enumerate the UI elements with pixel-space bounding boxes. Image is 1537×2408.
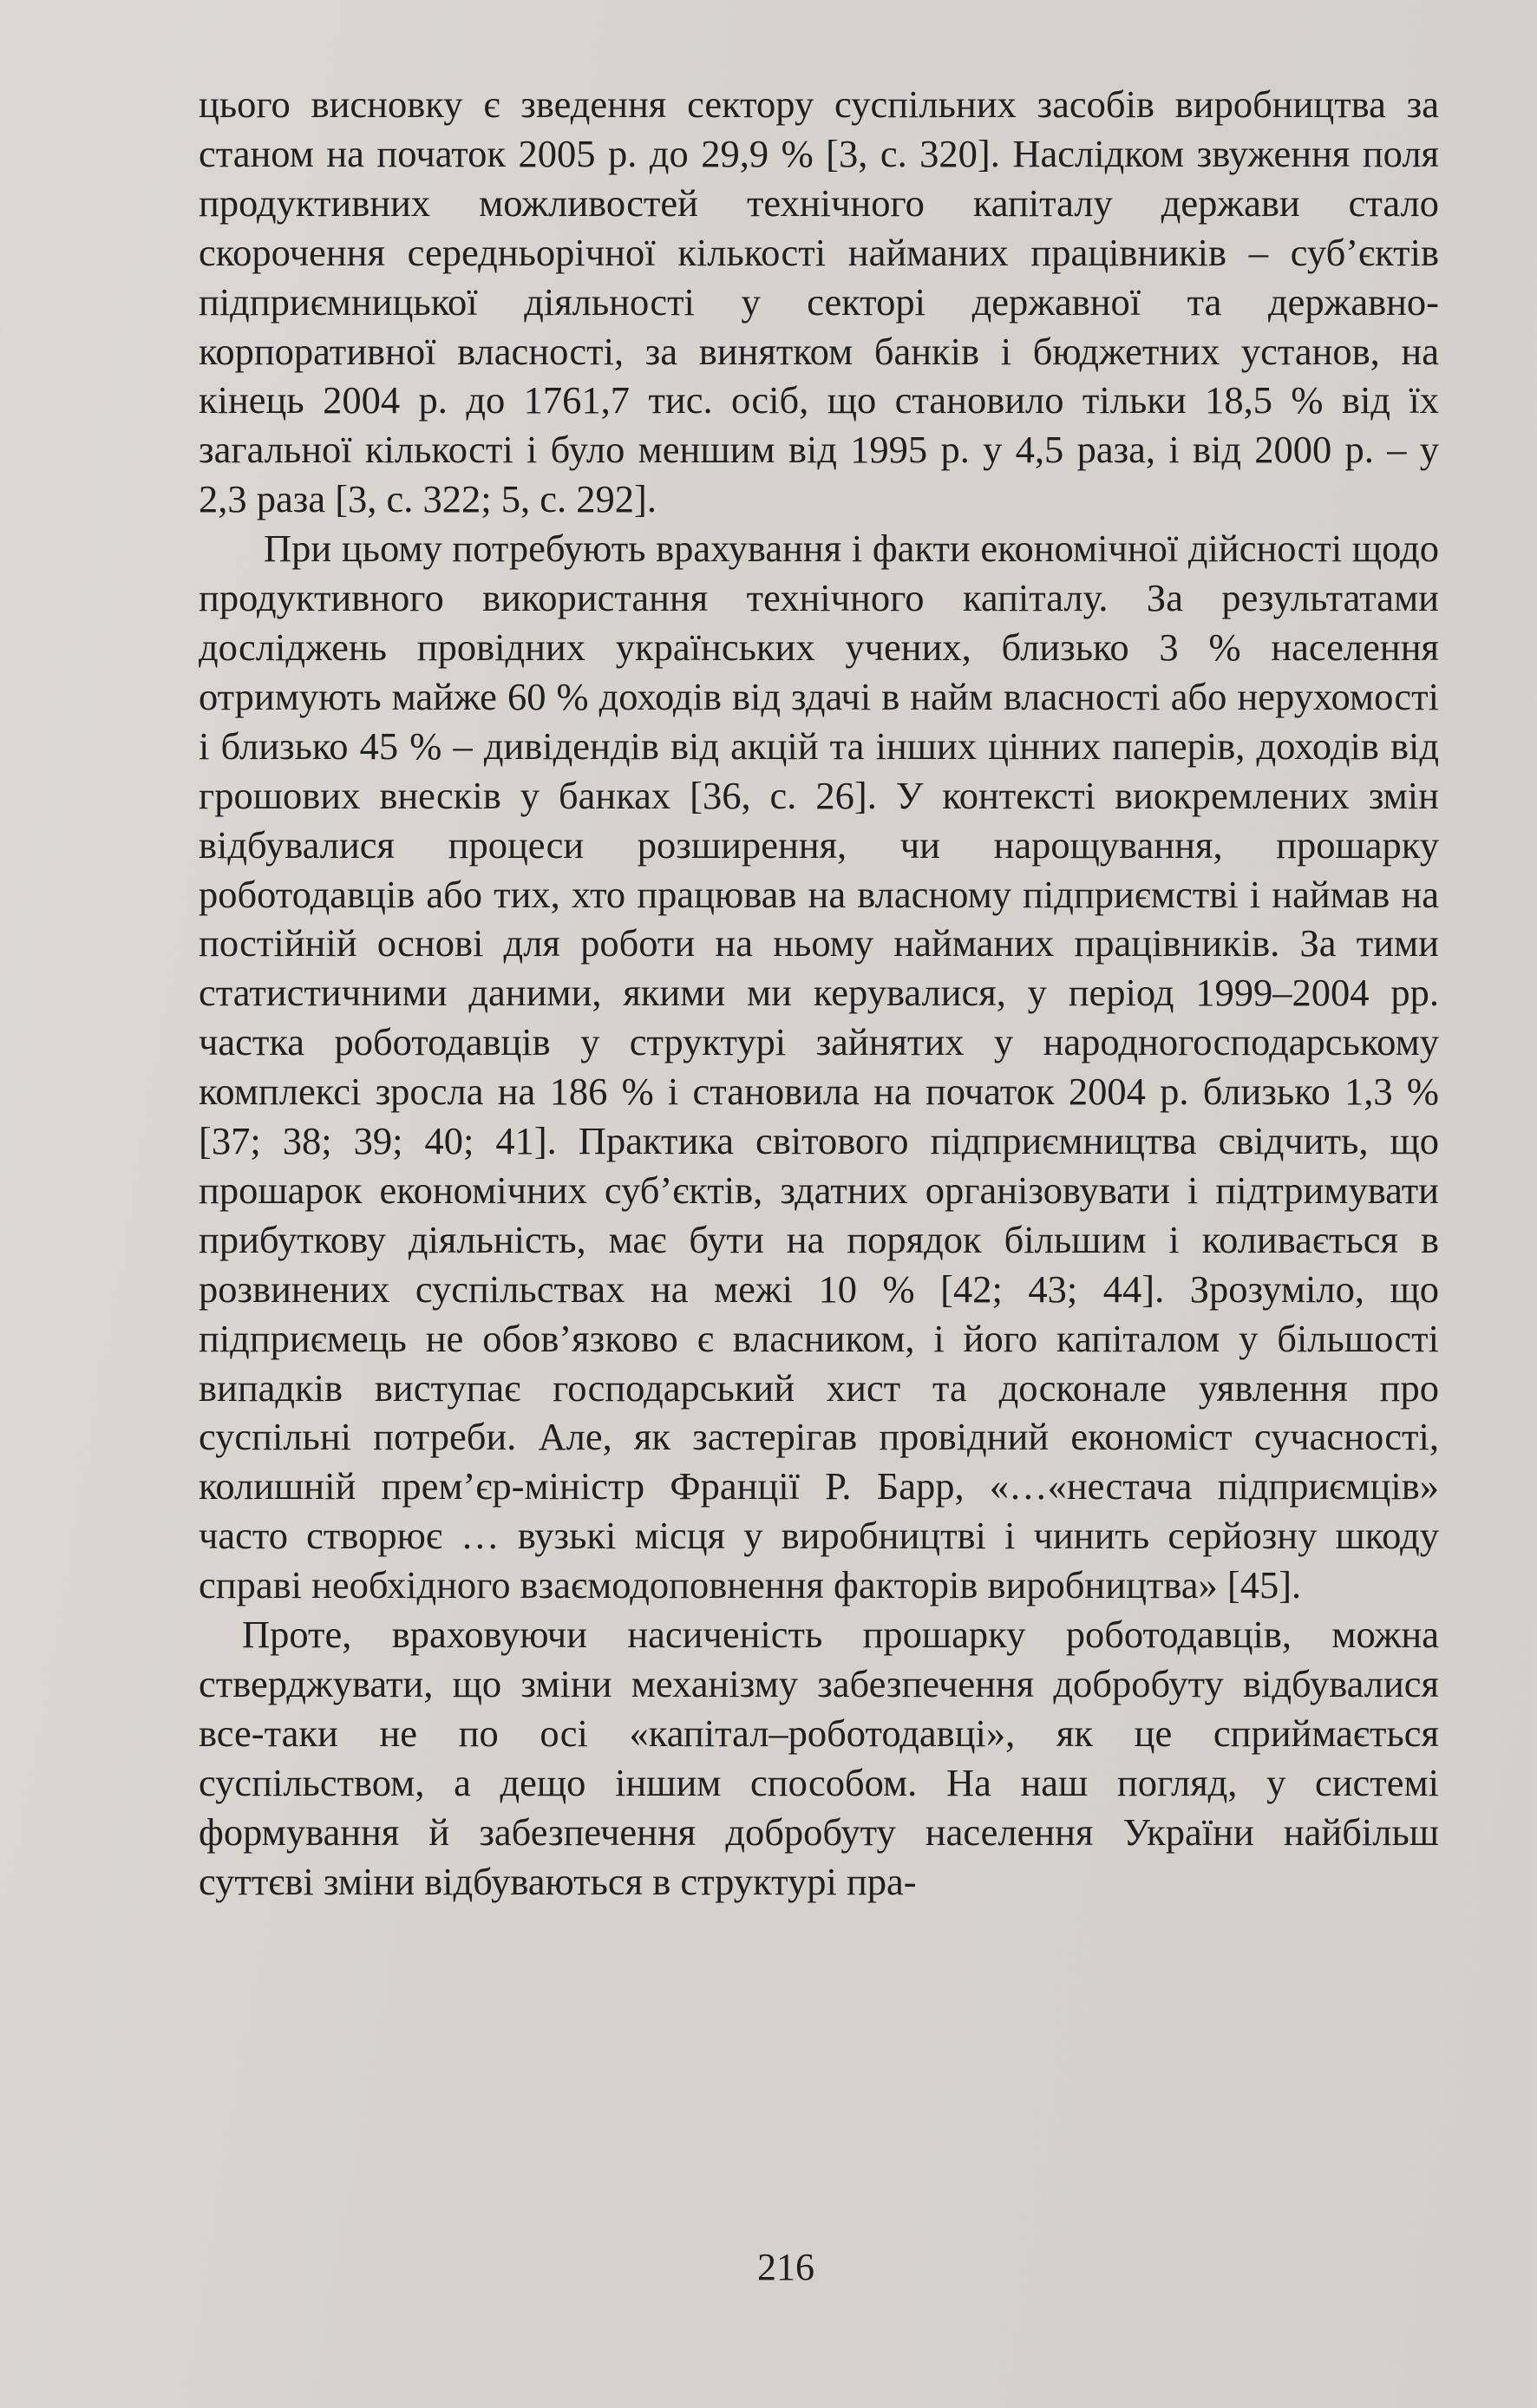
paragraph-3: Проте, враховуючи насиченість прошарку роботодавців, можна стверджувати, що зміни механізму забезпечення добробуту відбувалися все-таки не по осі «капітал–роботодавці», як це сприймається суспільством, а дещо іншим способом. На наш погляд, у системі формування й забезпечення добробуту населення України найбільш суттєві зміни відбуваються в структурі пра- — [199, 1613, 1439, 1903]
paragraph-1: цього висновку є зведення сектору суспільних засобів виробництва за станом на початок 2005 р. до 29,9 % [3, с. 320]. Наслідком звуження поля продуктивних можливостей технічного капіталу держави стало скорочення середньорічної кількості найманих працівників – суб’єктів підприємницької діяльності у секторі державної та державно-корпоративної власності, за винятком банків і бюджетних установ, на кінець 2004 р. до 1761,7 тис. осіб, що становило тільки 18,5 % від їх загальної кількості і було меншим від 1995 р. у 4,5 раза, і від 2000 р. – у 2,3 раза [3, с. 322; 5, с. 292]. — [199, 82, 1439, 521]
body-text — [199, 80, 1439, 1907]
paragraph-2: При цьому потребують врахування і факти економічної дійсності щодо продуктивного використання технічного капіталу. За результатами досліджень провідних українських учених, близько 3 % населення отримують майже 60 % доходів від здачі в найм власності або нерухомості і близько 45 % – дивідендів від акцій та інших цінних паперів, доходів від грошових внесків у банках [36, с. 26]. У контексті виокремлених змін відбувалися процеси розширення, чи нарощування, прошарку роботодавців або тих, хто працював на власному підприємстві і наймав на постійній основі для роботи на ньому найманих працівників. За тими статистичними даними, якими ми керувалися, у період 1999–2004 рр. частка роботодавців у структурі зайнятих у народногосподарському комплексі зросла на 186 % і становила на початок 2004 р. близько 1,3 % [37; 38; 39; 40; 41]. Практика світового підприємництва свідчить, що прошарок економічних суб’єктів, здатних організовувати і підтримувати прибуткову діяльність, має бути на порядок більшим і коливається в розвинених суспільствах на межі 10 % [42; 43; 44]. Зрозуміло, що підприємець не обов’язково є власником, і його капіталом у більшості випадків виступає господарський хист та досконале уявлення про суспільні потреби. Але, як застерігав провідний економіст сучасності, колишній прем’єр-міністр Франції Р. Барр, «…«нестача підприємців» часто створює … вузькі місця у виробництві і чинить серйозну шкоду справі необхідного взаємодоповнення факторів виробництва» [45]. — [199, 527, 1439, 1607]
page-number: 216 — [757, 2246, 814, 2288]
